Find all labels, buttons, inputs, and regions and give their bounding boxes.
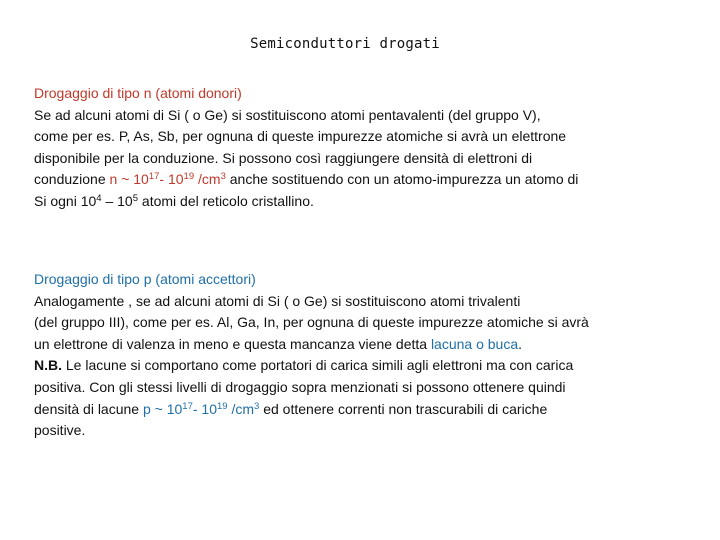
formula-mid: - 10 [159,171,184,188]
section-n-line: disponibile per la conduzione. Si possono così raggiungere densità di elettroni di [34,149,533,166]
formula-exponent: 5 [132,192,139,204]
text-fragment: Le lacune si comportano come portatori di carica simili agli elettroni ma con carica [62,357,574,374]
section-n-line [34,169,694,191]
text-fragment: – 10 [101,192,133,209]
text-fragment: atomi del reticolo cristallino. [138,192,314,209]
section-p-line: Analogamente , se ad alcuni atomi di Si ( o Ge) si sostituiscono atomi trivalenti [34,292,521,309]
formula-exponent: 17 [148,171,160,183]
section-p-heading: Drogaggio di tipo p (atomi accettori) [34,271,256,287]
section-p-line [34,399,694,421]
text-fragment: conduzione [34,171,110,188]
lacuna-term: lacuna o buca [430,335,519,352]
section-n-line: come per es. P, As, Sb, per ognuna di queste impurezze atomiche si avrà un elettrone [34,128,567,145]
formula-exponent: 19 [217,400,228,412]
formula-exponent: 3 [254,400,260,412]
formula-symbol: n ~ 10 [109,171,149,188]
formula-exponent: 4 [96,192,102,204]
formula-exponent: 19 [183,171,195,183]
formula-unit: /cm [194,171,221,188]
formula-exponent: 3 [220,171,226,183]
hole-density-formula [143,401,259,417]
text-fragment: un elettrone di valenza in meno e questa mancanza viene detta [34,335,431,352]
section-p-line: (del gruppo III), come per es. Al, Ga, In, per ognuna di queste impurezze atomiche si avrà [34,314,589,331]
text-fragment: Si ogni 10 [34,192,97,209]
section-p-line: positiva. Con gli stessi livelli di drogaggio sopra menzionati si possono ottenere quindi [34,378,566,395]
formula-symbol: p ~ 10 [142,400,183,417]
formula-exponent: 17 [182,400,193,412]
text-fragment: densità di lacune [34,400,143,417]
section-p-line [34,334,694,356]
nb-label: N.B. [34,357,62,374]
text-fragment: anche sostituendo con un atomo-impurezza un atomo di [225,171,579,188]
formula-mid: - 10 [192,400,217,417]
section-n-type-doping [34,83,694,213]
section-n-line [34,191,694,213]
section-n-heading: Drogaggio di tipo n (atomi donori) [34,85,242,101]
section-p-line: positive. [34,422,86,439]
formula-unit: /cm [227,400,255,417]
section-n-line: Se ad alcuni atomi di Si ( o Ge) si sostituiscono atomi pentavalenti (del gruppo V), [34,106,541,123]
text-fragment: ed ottenere correnti non trascurabili di cariche [259,400,548,417]
section-p-type-doping [34,269,694,442]
slide-title: Semiconduttori drogati [250,36,440,52]
electron-density-formula [110,171,226,187]
section-p-line [34,355,694,377]
text-fragment: . [518,335,523,352]
